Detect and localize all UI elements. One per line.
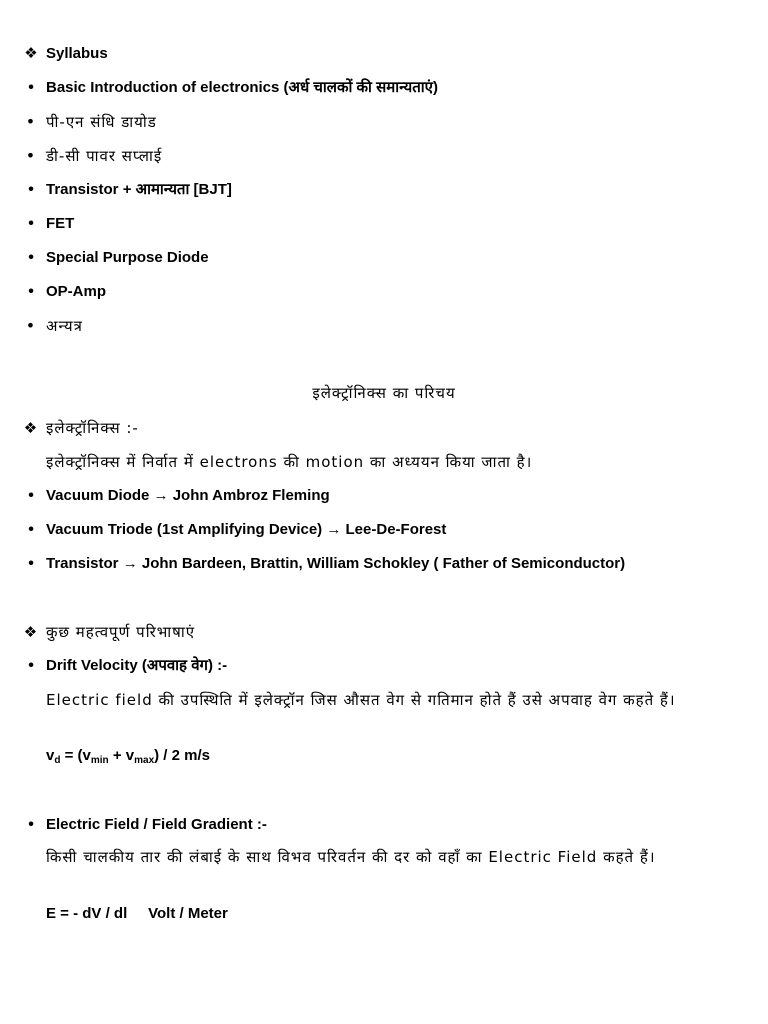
section-title: इलेक्ट्रॉनिक्स का परिचय [312, 384, 456, 402]
syllabus-item [46, 213, 708, 235]
bullet-icon [22, 485, 40, 507]
syllabus-heading [24, 43, 708, 65]
formula-part: v [46, 747, 55, 764]
formula-subscript: max [134, 755, 155, 766]
syllabus-item-text: Basic Introduction of electronics (अर्ध चालकों की समान्यताएं) [46, 79, 438, 96]
bullet-icon [22, 814, 40, 836]
bullet-icon [22, 553, 40, 575]
drift-velocity-formula [46, 745, 708, 769]
formula-subscript: d [54, 755, 61, 766]
bullet-icon [22, 281, 40, 303]
electronics-heading [23, 417, 708, 439]
bullet-icon [22, 213, 40, 235]
syllabus-item-text: FET [46, 215, 75, 232]
history-item-text: Transistor → John Bardeen, Brattin, William Schokley ( Father of Semiconductor) [46, 555, 626, 572]
syllabus-item-text: OP-Amp [46, 283, 106, 300]
drift-velocity-description: Electric field की उपस्थिति में इलेक्ट्रॉन जिस औसत वेग से गतिमान होते हैं उसे अपवाह वेग कहते हैं। [46, 691, 676, 709]
drift-velocity-title-text: Drift Velocity (अपवाह वेग) :- [46, 657, 228, 674]
syllabus-item [46, 179, 708, 201]
syllabus-item-text: Transistor + आमान्यता [BJT] [46, 181, 232, 198]
syllabus-item-text: डी-सी पावर सप्लाई [46, 147, 163, 165]
electric-field-description: किसी चालकीय तार की लंबाई के साथ विभव परिवर्तन की दर को वहाँ का Electric Field कहते हैं। [46, 848, 656, 866]
syllabus-item-text: अन्यत्र [46, 317, 83, 335]
electronics-heading-text: इलेक्ट्रॉनिक्स :- [46, 419, 139, 437]
syllabus-item [46, 247, 708, 269]
formula-part: + v [108, 747, 135, 764]
syllabus-item-text: पी-एन संधि डायोड [46, 113, 157, 131]
electric-field-title-text: Electric Field / Field Gradient :- [46, 816, 267, 833]
syllabus-item [46, 315, 708, 337]
history-item [46, 553, 708, 575]
bullet-icon [22, 77, 40, 99]
diamond-bullet-icon: ❖ [24, 45, 38, 62]
electric-field-formula: E = - dV / dl Volt / Meter [46, 905, 228, 922]
diamond-bullet-icon: ❖ [23, 623, 39, 641]
syllabus-item [46, 77, 708, 99]
history-item [46, 485, 708, 507]
history-item-text: Vacuum Diode → John Ambroz Fleming [46, 487, 330, 504]
definitions-heading-text: कुछ महत्वपूर्ण परिभाषाएं [46, 623, 196, 641]
diamond-bullet-icon: ❖ [23, 419, 39, 437]
formula-part: = (v [60, 747, 91, 764]
bullet-icon [22, 315, 40, 337]
syllabus-item [46, 111, 708, 133]
bullet-icon [22, 519, 40, 541]
bullet-icon [22, 145, 40, 167]
syllabus-item [46, 281, 708, 303]
bullet-icon [22, 179, 40, 201]
syllabus-item-text: Special Purpose Diode [46, 249, 209, 266]
history-item-text: Vacuum Triode (1st Amplifying Device) → Lee-De-Forest [46, 521, 447, 538]
syllabus-item [46, 145, 708, 167]
formula-part: ) / 2 m/s [154, 747, 210, 764]
electronics-definition: इलेक्ट्रॉनिक्स में निर्वात में electrons की motion का अध्ययन किया जाता है। [46, 453, 533, 471]
history-item [46, 519, 708, 541]
definitions-heading [23, 621, 708, 643]
electric-field-title [46, 814, 708, 836]
bullet-icon [22, 655, 40, 677]
formula-subscript: min [90, 755, 109, 766]
bullet-icon [22, 247, 40, 269]
syllabus-heading-text: Syllabus [46, 45, 108, 62]
bullet-icon [22, 111, 40, 133]
drift-velocity-title [46, 655, 708, 677]
